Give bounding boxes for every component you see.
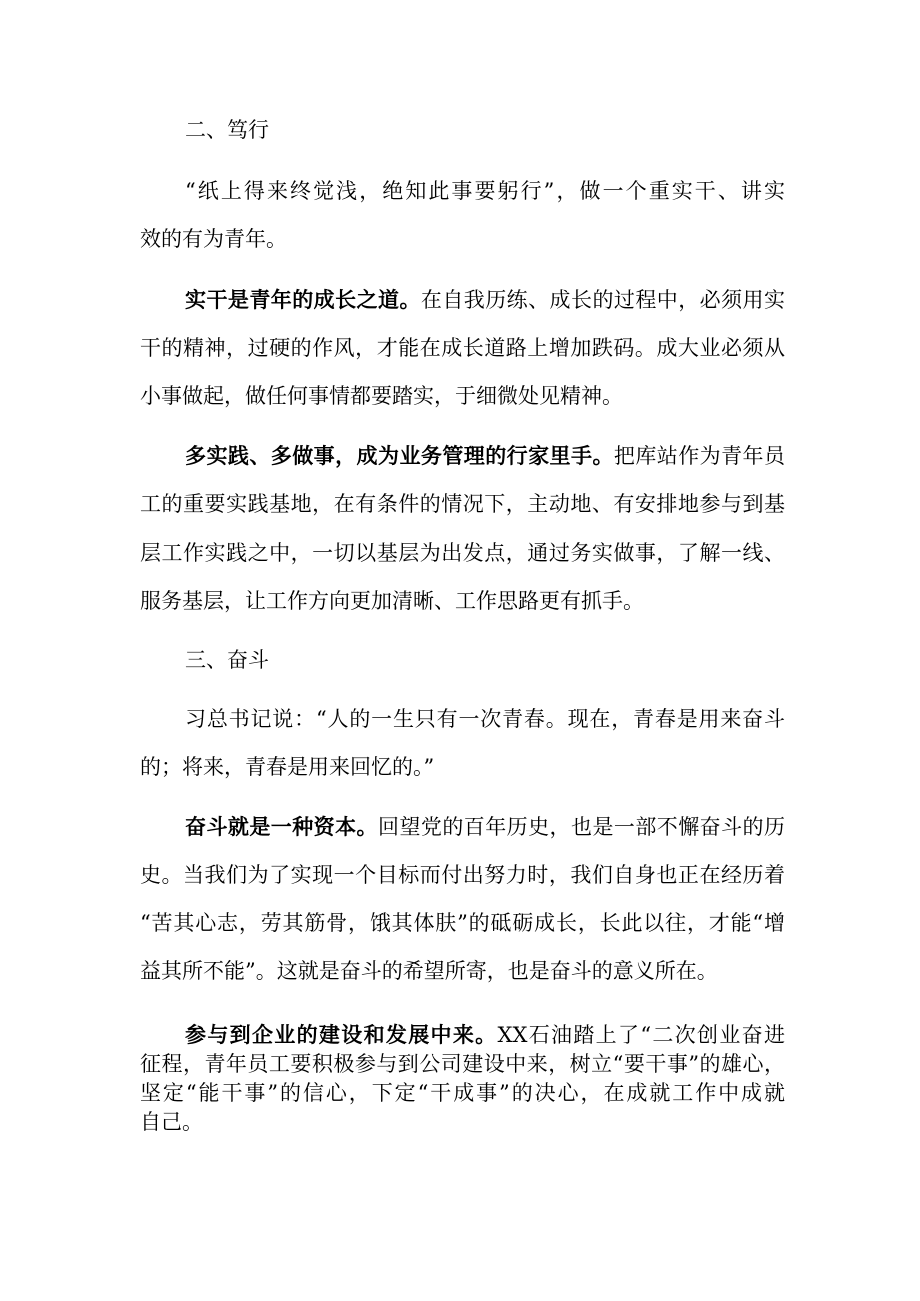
paragraph-line: 服务基层，让工作方向更加清晰、工作思路更有抓手。 [140, 589, 644, 613]
paragraph-line: 奋斗就是一种资本。回望党的百年历史，也是一部不懈奋斗的历 [185, 814, 785, 839]
paragraph-line: 参与到企业的建设和发展中来。XX石油踏上了“二次创业奋进 [185, 1023, 785, 1047]
paragraph-line: 工的重要实践基地，在有条件的情况下，主动地、有安排地参与到基 [140, 492, 785, 516]
quote-line: “纸上得来终觉浅，绝知此事要躬行”，做一个重实干、讲实 [185, 179, 785, 203]
paragraph-lead: 多实践、多做事，成为业务管理的行家里手。 [185, 443, 614, 468]
quote-line: 的；将来，青春是用来回忆的。” [140, 755, 435, 779]
paragraph-line: 层工作实践之中，一切以基层为出发点，通过务实做事，了解一线、 [140, 541, 785, 565]
paragraph-lead: 奋斗就是一种资本。 [185, 814, 378, 839]
paragraph-line: 干的精神，过硬的作风，才能在成长道路上增加跌码。成大业必须从 [140, 336, 785, 360]
paragraph-line: 坚定“能干事”的信心，下定“干成事”的决心，在成就工作中成就 [140, 1081, 785, 1105]
paragraph-line: 史。当我们为了实现一个目标而付出努力时，我们自身也正在经历着 [140, 863, 785, 887]
section-heading-3: 三、奋斗 [185, 648, 269, 672]
paragraph-line: “苦其心志，劳其筋骨，饿其体肤”的砥砺成长，长此以往，才能“增 [140, 911, 785, 935]
paragraph-line: 益其所不能”。这就是奋斗的希望所寄，也是奋斗的意义所在。 [140, 959, 718, 983]
paragraph-line: 征程，青年员工要积极参与到公司建设中来，树立“要干事”的雄心， [140, 1052, 785, 1076]
paragraph-line: 多实践、多做事，成为业务管理的行家里手。把库站作为青年员 [185, 443, 785, 468]
paragraph-line: 小事做起，做任何事情都要踏实，于细微处见精神。 [140, 384, 623, 408]
section-heading-2: 二、笃行 [185, 118, 269, 142]
quote-line: 效的有为青年。 [140, 227, 287, 251]
paragraph-lead: 参与到企业的建设和发展中来。 [185, 1023, 498, 1047]
paragraph-line: 实干是青年的成长之道。在自我历练、成长的过程中，必须用实 [185, 287, 785, 312]
paragraph-lead: 实干是青年的成长之道。 [185, 287, 421, 312]
quote-line: 习总书记说：“人的一生只有一次青春。现在，青春是用来奋斗 [185, 707, 785, 731]
paragraph-line: 自己。 [140, 1110, 203, 1134]
